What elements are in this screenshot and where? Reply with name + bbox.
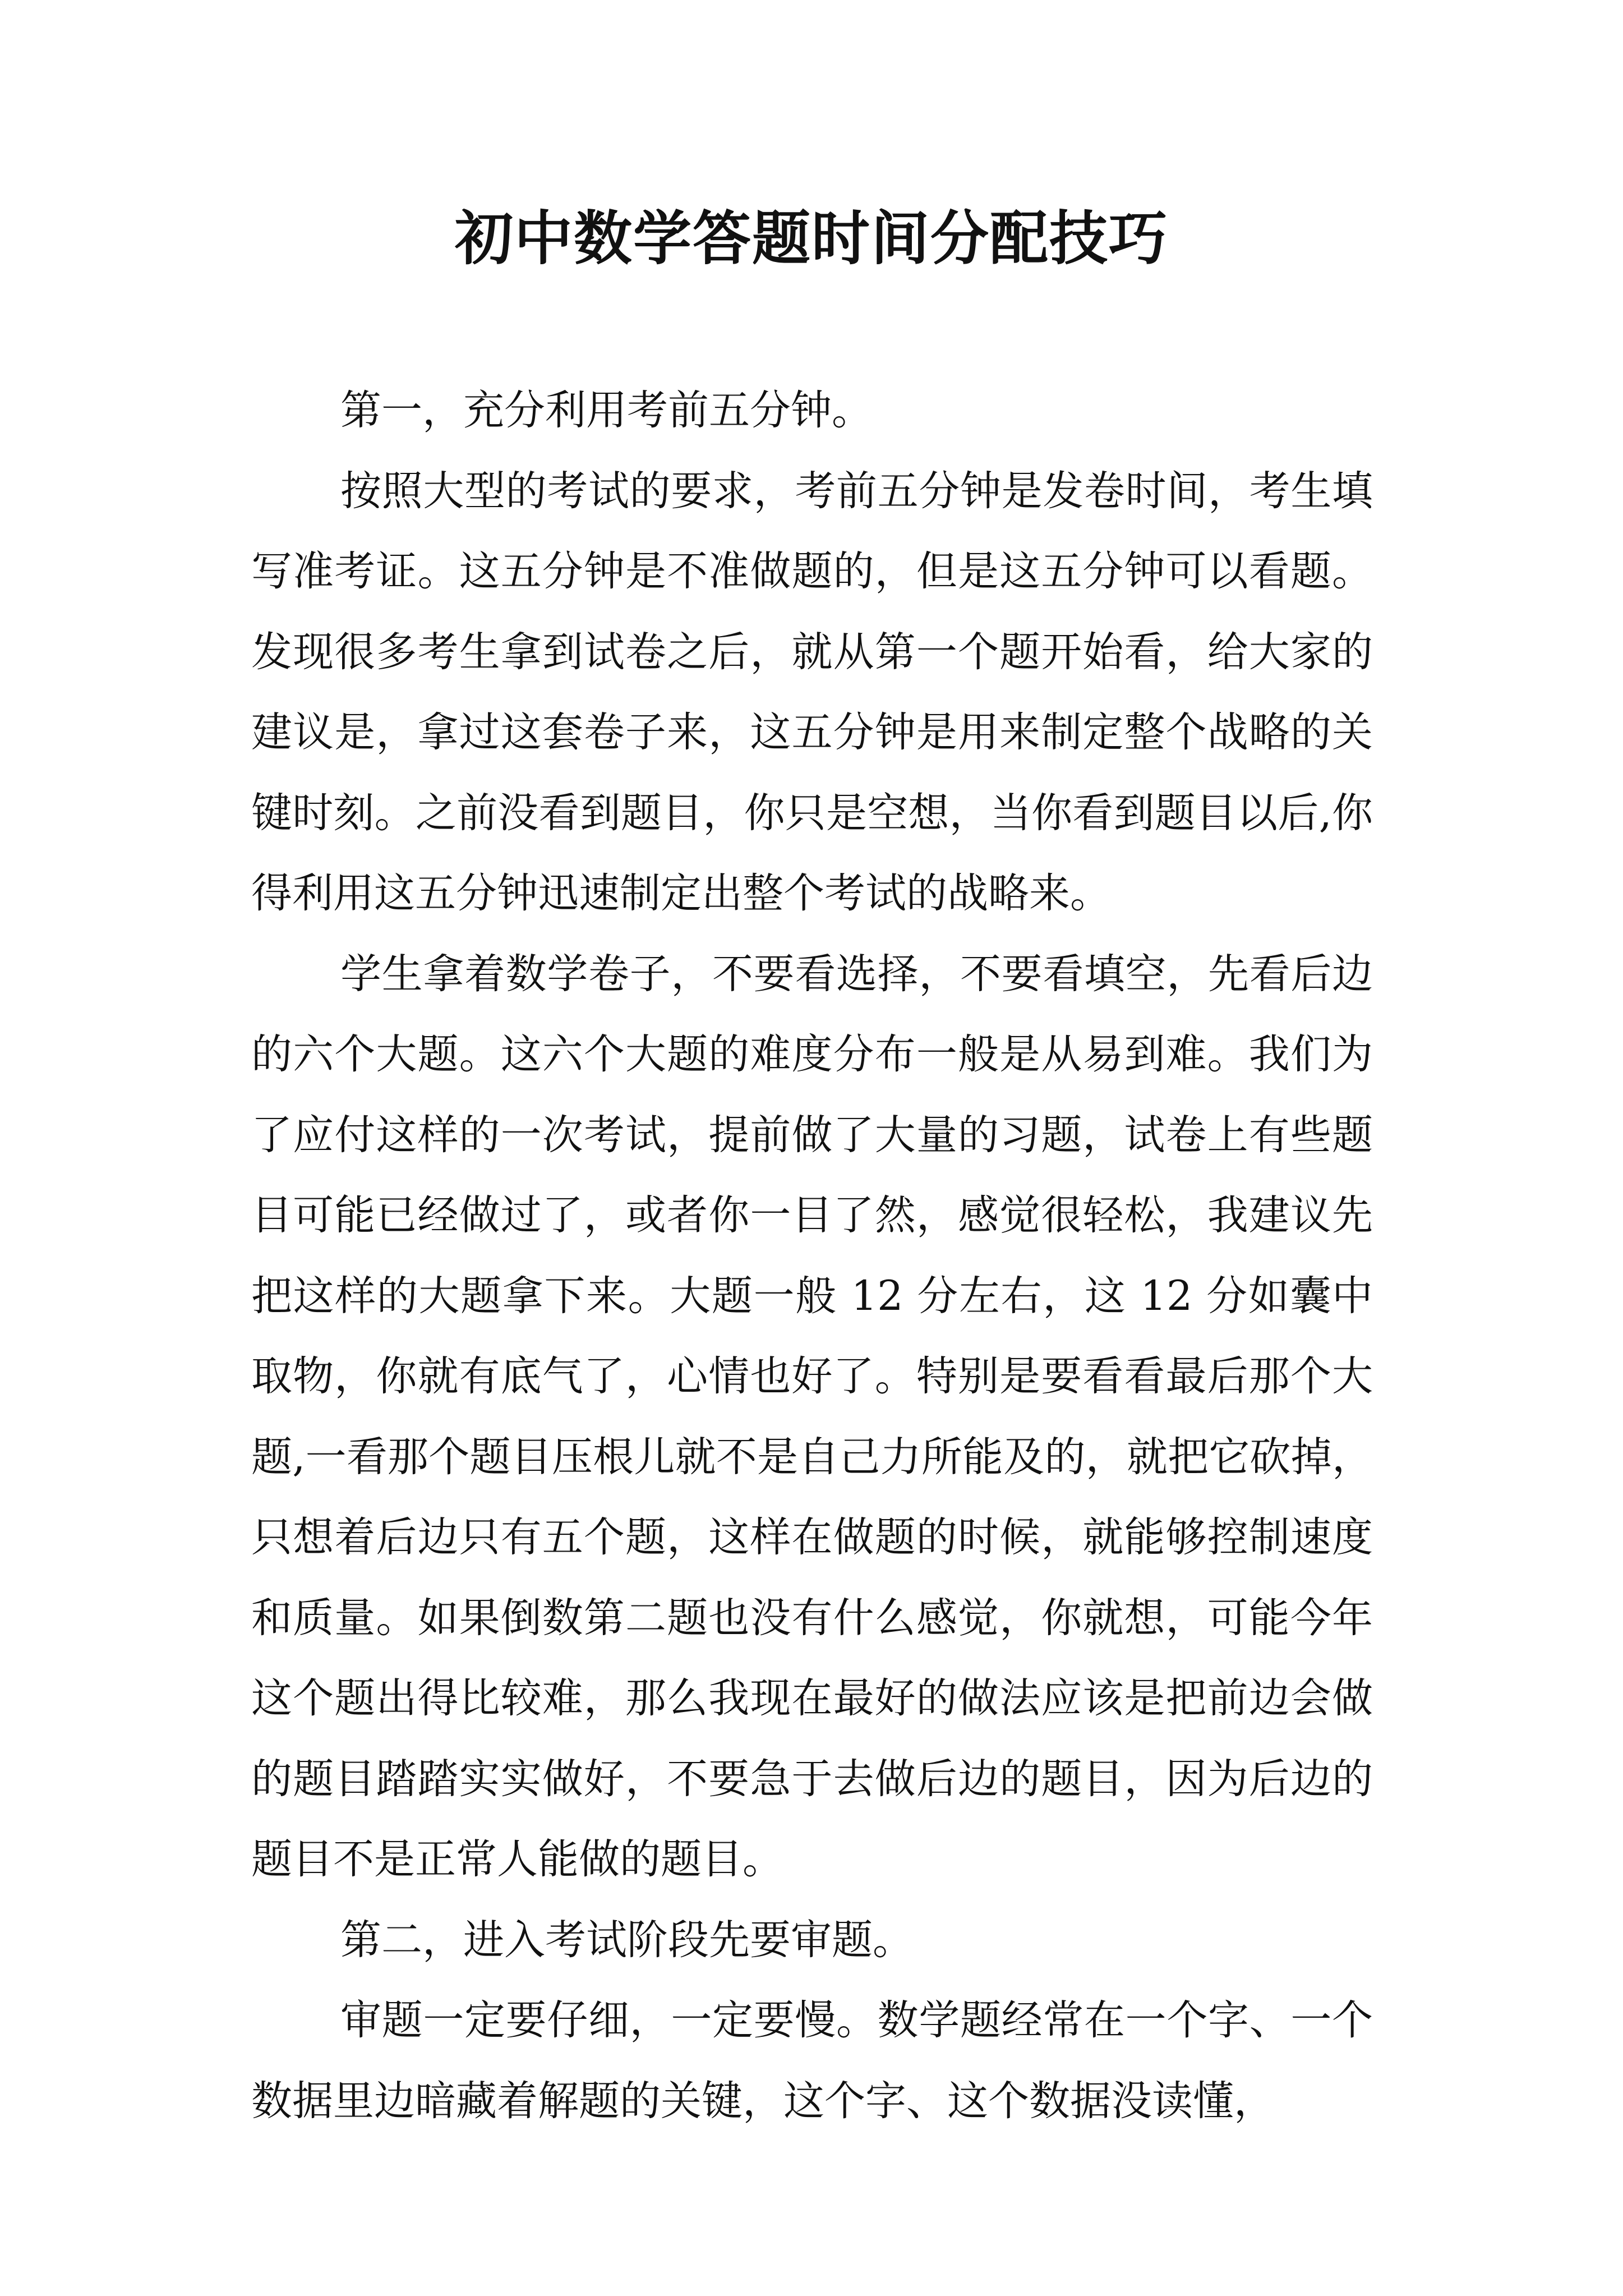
document-title: 初中数学答题时间分配技巧 xyxy=(454,204,1168,273)
paragraph-read-carefully: 审题一定要仔细，一定要慢。数学题经常在一个字、一个数据里边暗藏着解题的关键，这个字、这个数据没读懂， xyxy=(251,1996,1373,2125)
document-body xyxy=(251,370,1373,2141)
paragraph-big-questions: 学生拿着数学卷子，不要看选择，不要看填空，先看后边的六个大题。这六个大题的难度分布一般是从易到难。我们为了应付这样的一次考试，提前做了大量的习题，试卷上有些题目可能已经做过了，或者你一目了然，感觉很轻松，我建议先把这样的大题拿下来。大题一般 12 分左右，这 12 分如囊中取物，你就有底气了，心情也好了。特别是要看看最后那个大题,一看那个题目压根儿就不是自己力所能及的，就把它砍掉，只想着后边只有五个题，这样在做题的时候，就能够控制速度和质量。如果倒数第二题也没有什么感觉，你就想，可能今年这个题出得比较难，那么我现在最好的做法应该是把前边会做的题目踏踏实实做好，不要急于去做后边的题目，因为后边的题目不是正常人能做的题目。 xyxy=(251,950,1373,1883)
paragraph-section-two-heading: 第二，进入考试阶段先要审题。 xyxy=(340,1916,914,1964)
paragraph-section-one-heading: 第一，充分利用考前五分钟。 xyxy=(340,386,873,434)
paragraph-five-minutes: 按照大型的考试的要求，考前五分钟是发卷时间，考生填写准考证。这五分钟是不准做题的，但是这五分钟可以看题。发现很多考生拿到试卷之后，就从第一个题开始看，给大家的建议是，拿过这套卷子来，这五分钟是用来制定整个战略的关键时刻。之前没看到题目，你只是空想，当你看到题目以后,你得利用这五分钟迅速制定出整个考试的战略来。 xyxy=(251,467,1373,917)
